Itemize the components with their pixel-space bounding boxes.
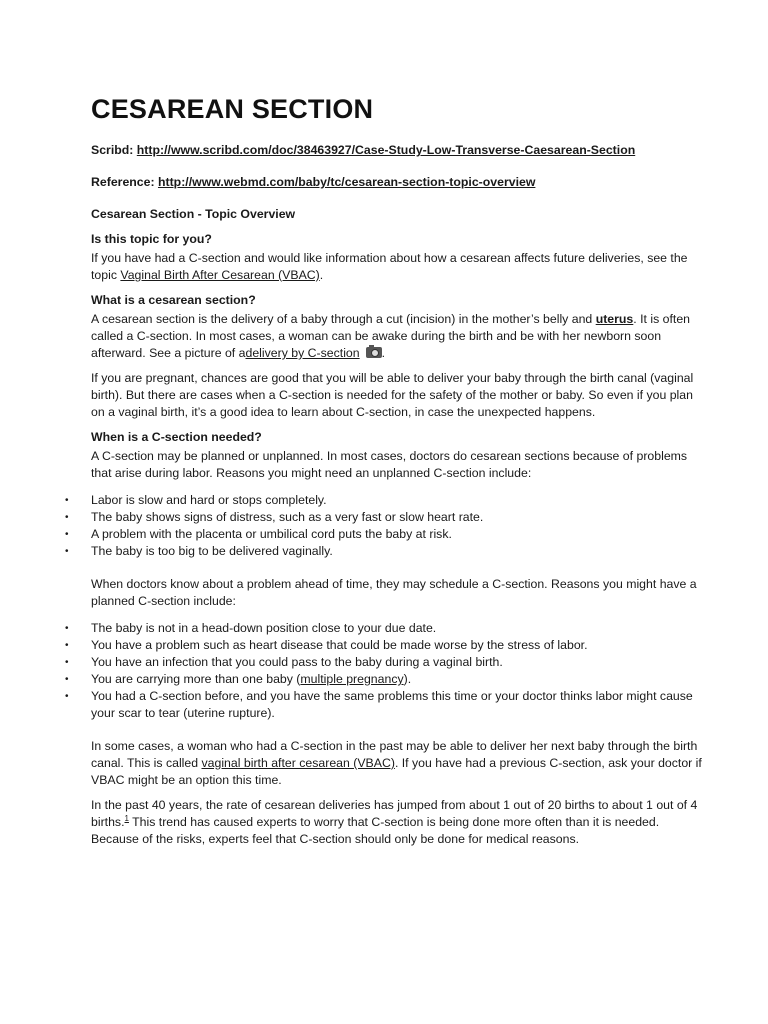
reference-link[interactable]: http://www.webmd.com/baby/tc/cesarean-section-topic-overview <box>157 175 536 189</box>
text: . <box>319 268 324 282</box>
pregnancy-paragraph: If you are pregnant, chances are good that you will be able to deliver your baby through the birth canal (vaginal birth). But there are cases when a C-section is needed for the safety of the mother or baby. So even if you plan on a vaginal birth, it’s a good idea to learn about C-section, in case the unexpected happens. <box>91 371 694 419</box>
rate-paragraph <box>91 797 708 848</box>
list-item-text: You had a C-section before, and you have the same problems this time or your doctor thinks labor might cause your scar to tear (uterine rupture). <box>91 689 693 720</box>
scribd-line <box>91 142 708 159</box>
vbac-paragraph <box>91 738 708 789</box>
list-item-text: Labor is slow and hard or stops completely. <box>91 493 327 507</box>
list-item-text: A problem with the placenta or umbilical cord puts the baby at risk. <box>91 527 452 541</box>
when-paragraph: A C-section may be planned or unplanned. In most cases, doctors do cesarean sections because of problems that arise during labor. Reasons you might need an unplanned C-section include: <box>91 449 688 480</box>
text: . If you have had a previous C-section, ask your doctor if VBAC might be an option this time. <box>91 756 702 787</box>
bullet-icon: • <box>65 546 69 557</box>
text: A cesarean section is the delivery of a baby through a cut (incision) in the mother’s belly and <box>91 312 596 326</box>
text: In the past 40 years, the rate of cesarean deliveries has jumped from about 1 out of 20 births to about 1 out of 4 births. <box>91 798 698 829</box>
unplanned-reasons-list <box>65 492 708 560</box>
camera-icon[interactable] <box>366 347 382 358</box>
list-item-text: You have a problem such as heart disease that could be made worse by the stress of labor. <box>91 638 588 652</box>
reference-label: Reference: <box>91 175 155 189</box>
list-item <box>65 526 708 543</box>
bullet-icon: • <box>65 623 69 634</box>
list-item <box>65 637 708 654</box>
topic-paragraph <box>91 250 708 284</box>
text: . <box>381 346 386 360</box>
planned-paragraph: When doctors know about a problem ahead of time, they may schedule a C-section. Reasons you might have a planned C-section include: <box>91 577 697 608</box>
text: In some cases, a woman who had a C-section in the past may be able to deliver her next baby through the birth canal. This is called <box>91 739 698 770</box>
list-item-text: The baby is not in a head-down position close to your due date. <box>91 621 437 635</box>
bullet-icon: • <box>65 691 69 702</box>
bullet-icon: • <box>65 495 69 506</box>
vbac-inline-link[interactable]: vaginal birth after cesarean (VBAC) <box>201 756 395 770</box>
list-item <box>65 492 708 509</box>
list-item-text: ). <box>403 672 412 686</box>
uterus-link[interactable]: uterus <box>595 312 634 326</box>
list-item-text: You have an infection that you could pass to the baby during a vaginal birth. <box>91 655 503 669</box>
list-item <box>65 543 708 560</box>
scribd-link[interactable]: http://www.scribd.com/doc/38463927/Case-Study-Low-Transverse-Caesarean-Section <box>136 143 636 157</box>
bullet-icon: • <box>65 529 69 540</box>
bullet-icon: • <box>65 512 69 523</box>
scribd-label: Scribd: <box>91 143 134 157</box>
list-item <box>65 688 708 722</box>
bullet-icon: • <box>65 674 69 685</box>
list-item-text: The baby is too big to be delivered vaginally. <box>91 544 333 558</box>
vbac-link[interactable]: Vaginal Birth After Cesarean (VBAC) <box>120 268 320 282</box>
footnote-link[interactable]: 1 <box>124 813 129 823</box>
page-title: CESAREAN SECTION <box>91 94 374 124</box>
section-heading-what: What is a cesarean section? <box>91 293 256 307</box>
planned-reasons-list <box>65 620 708 722</box>
list-item <box>65 620 708 637</box>
text: . It is often called a C-section. In most cases, a woman can be awake during the birth and be with her newborn soon afterward. See a picture of a <box>91 312 691 360</box>
section-heading-topic: Is this topic for you? <box>91 232 212 246</box>
bullet-icon: • <box>65 640 69 651</box>
list-item-text: You are carrying more than one baby ( <box>91 672 301 686</box>
list-item <box>65 671 708 688</box>
list-item <box>65 654 708 671</box>
delivery-picture-link[interactable]: delivery by C-section <box>245 346 360 360</box>
what-paragraph <box>91 311 708 362</box>
overview-heading: Cesarean Section - Topic Overview <box>91 207 296 221</box>
section-heading-when: When is a C-section needed? <box>91 430 262 444</box>
list-item <box>65 509 708 526</box>
bullet-icon: • <box>65 657 69 668</box>
multiple-pregnancy-link[interactable]: multiple pregnancy <box>300 672 404 686</box>
text: If you have had a C-section and would like information about how a cesarean affects future deliveries, see the topic <box>91 251 688 282</box>
list-item-text: The baby shows signs of distress, such as a very fast or slow heart rate. <box>91 510 484 524</box>
text: This trend has caused experts to worry that C-section is being done more often than it is needed. Because of the risks, experts feel that C-section should only be done for medical reasons. <box>91 815 660 846</box>
reference-line <box>91 174 708 191</box>
